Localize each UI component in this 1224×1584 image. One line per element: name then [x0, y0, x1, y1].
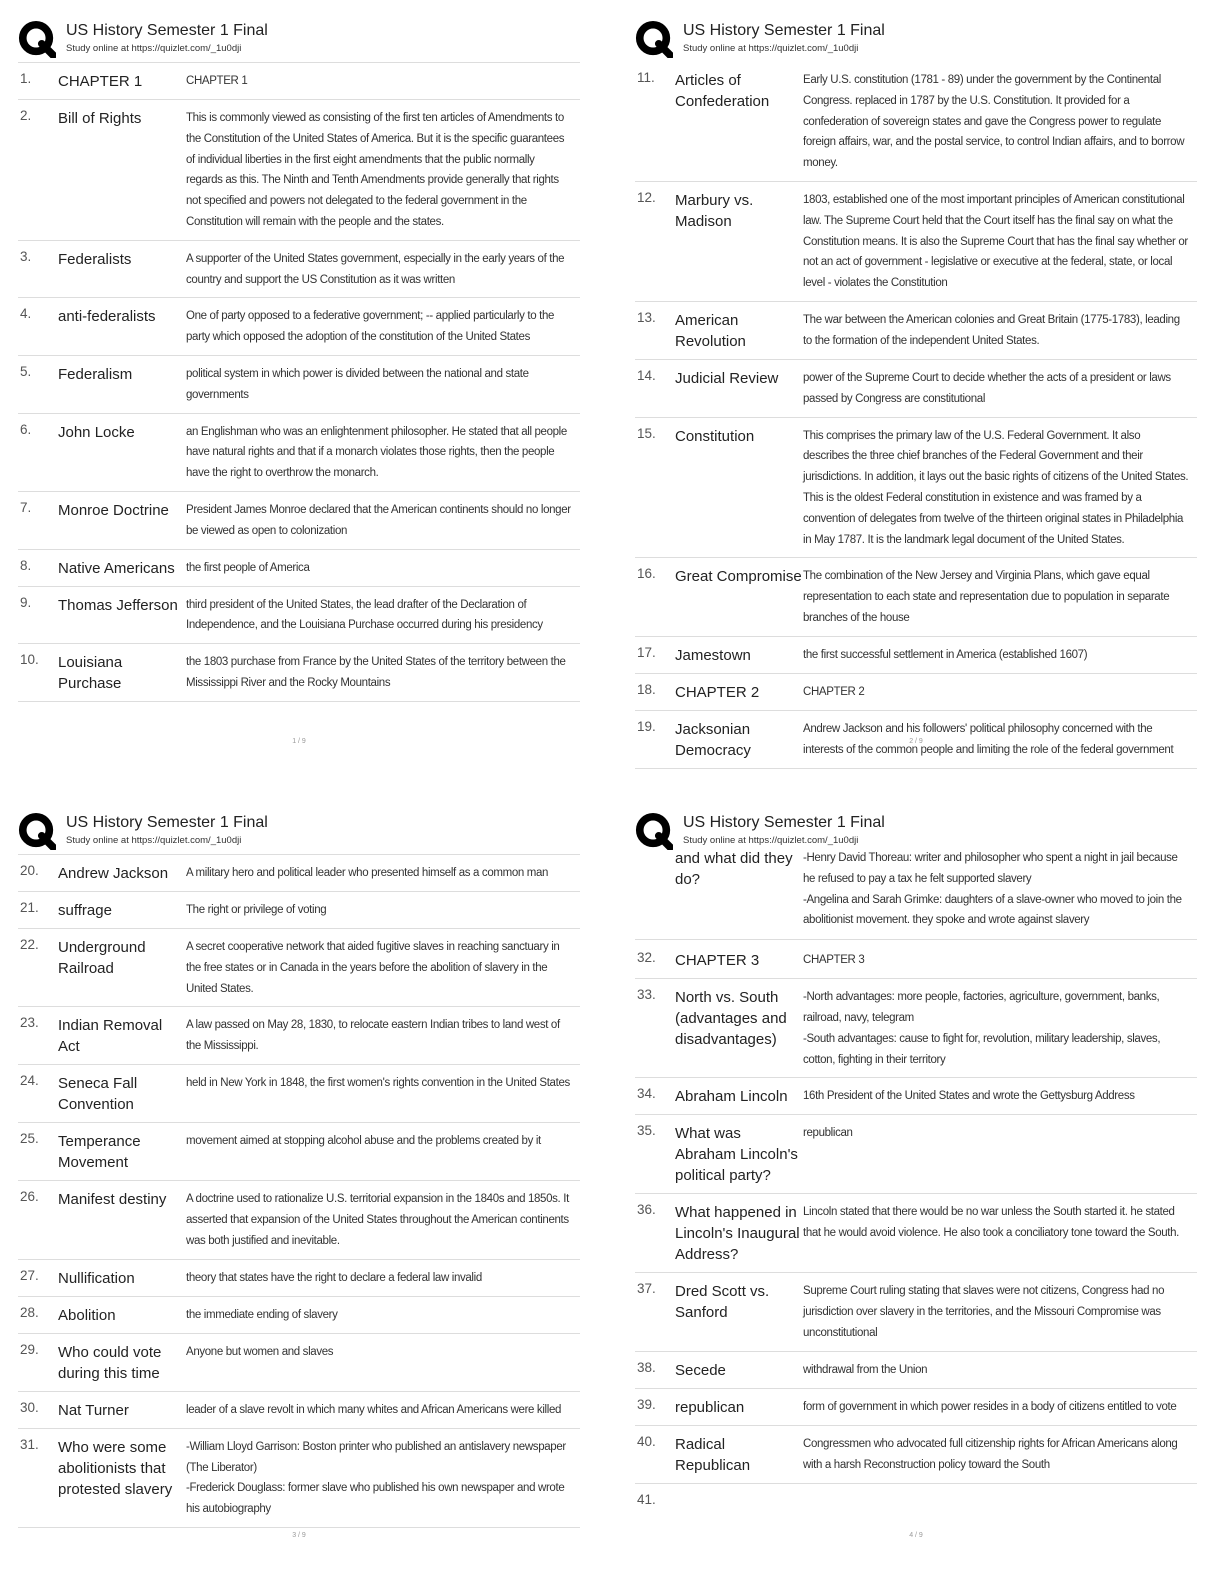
card-term: CHAPTER 2: [675, 683, 760, 701]
card-term: Dred Scott vs. Sanford: [675, 1283, 770, 1322]
flashcard-row: [18, 1065, 580, 1123]
card-definition: CHAPTER 1: [186, 75, 248, 87]
card-definition: A supporter of the United States government, especially in the early years of the country and support the US Constitution as it was written: [186, 252, 565, 286]
card-number: 1.: [20, 71, 32, 86]
card-number: 26.: [20, 1189, 39, 1205]
flashcard-row: [635, 182, 1197, 302]
card-term: What was Abraham Lincoln's political party?: [675, 1125, 798, 1185]
study-online-link[interactable]: Study online at https://quizlet.com/_1u0dji: [66, 835, 242, 846]
card-number: 37.: [637, 1281, 656, 1297]
card-term: Radical Republican: [675, 1435, 751, 1474]
card-definition: -Henry David Thoreau: writer and philosopher who spent a night in jail because he refused to pay a tax he felt supported slavery -Angelina and Sarah Grimke: daughters of a slave-owner who moved to join the abolitionist movement. they spoke and wrote against slavery: [803, 852, 1182, 927]
flashcard-row: [18, 550, 580, 587]
card-definition: Andrew Jackson and his followers' political philosophy concerned with the interests of the common people and limiting the role of the federal government: [803, 722, 1174, 756]
card-term: Who were some abolitionists that protested slavery: [58, 1438, 173, 1498]
card-definition: Lincoln stated that there would be no war unless the South started it. he stated that he would avoid violence. He also took a conciliatory tone toward the South.: [803, 1206, 1180, 1240]
card-term: Marbury vs. Madison: [675, 191, 754, 230]
card-definition: the 1803 purchase from France by the United States of the territory between the Mississippi River and the Rocky Mountains: [186, 656, 566, 689]
quizlet-logo-icon: [18, 20, 56, 58]
flashcard-row: [635, 942, 1197, 979]
page-number: 2 / 9: [909, 738, 923, 745]
quizlet-logo-icon: [635, 20, 673, 58]
flashcard-page-3: [18, 810, 580, 1539]
card-definition: [803, 1492, 1197, 1507]
card-definition: This comprises the primary law of the U.S. Federal Government. It also describes the three chief branches of the Federal Government and their jurisdictions. In addition, it lays out the basic rights of citizens of the United States. This is the oldest Federal constitution in existence and was framed by a convention of delegates from twelve of the thirteen original states in Philadelphia in May 1787. It is the landmark legal document of the United States.: [803, 429, 1189, 546]
page-header: [18, 18, 580, 60]
flashcard-row: [18, 1392, 580, 1429]
card-definition: Congressmen who advocated full citizenship rights for African Americans along with a harsh Reconstruction policy toward the South: [803, 1437, 1178, 1471]
card-term: Indian Removal Act: [58, 1017, 163, 1056]
page-title: US History Semester 1 Final: [683, 814, 885, 831]
page-number: 1 / 9: [292, 738, 306, 745]
card-term: Federalism: [58, 365, 133, 383]
card-definition: republican: [803, 1127, 853, 1140]
card-term: suffrage: [58, 902, 112, 919]
flashcard-row: [18, 241, 580, 299]
card-number: 40.: [637, 1433, 656, 1449]
flashcard-row: [635, 558, 1197, 636]
card-number: 30.: [20, 1399, 39, 1415]
flashcard-list: [18, 62, 580, 702]
card-term: and what did they do?: [675, 850, 793, 888]
card-number: 5.: [20, 363, 32, 379]
flashcard-row: [635, 302, 1197, 360]
page-header: [18, 810, 580, 852]
card-term: Secede: [675, 1361, 726, 1379]
card-number: 7.: [20, 499, 32, 515]
card-term: CHAPTER 3: [675, 952, 760, 970]
flashcard-row: [18, 1334, 580, 1392]
card-number: 34.: [637, 1086, 656, 1102]
card-term: Abolition: [58, 1306, 116, 1324]
flashcard-row: [18, 492, 580, 550]
card-definition: 16th President of the United States and wrote the Gettysburg Address: [803, 1090, 1135, 1103]
card-term: [675, 1492, 803, 1507]
card-definition: movement aimed at stopping alcohol abuse and the problems created by it: [186, 1135, 541, 1148]
card-term: Underground Railroad: [58, 939, 146, 977]
card-number: 9.: [20, 594, 32, 610]
card-definition: One of party opposed to a federative government; -- applied particularly to the party which opposed the adoption of the constitution of the United States: [186, 310, 555, 344]
card-definition: withdrawal from the Union: [803, 1363, 928, 1376]
card-definition: The war between the American colonies and Great Britain (1775-1783), leading to the formation of the independent United States.: [803, 313, 1180, 347]
page-number: 3 / 9: [292, 1532, 306, 1539]
page-header: [635, 810, 1197, 852]
flashcard-row: [18, 298, 580, 356]
card-definition: the first people of America: [186, 561, 310, 574]
card-definition: The combination of the New Jersey and Virginia Plans, which gave equal representation to each state and representation due to population in separate branches of the house: [803, 570, 1170, 624]
card-number: 29.: [20, 1341, 39, 1357]
card-term: Louisiana Purchase: [58, 654, 123, 693]
card-definition: 1803, established one of the most important principles of American constitutional law. The Supreme Court held that the Court itself has the final say on what the Constitution means. It is also the Supreme Court that has the final say whether or not an act of government - legislative or executive at the federal, state, or local level - violates the Constitution: [803, 193, 1188, 290]
card-definition: Early U.S. constitution (1781 - 89) under the government by the Continental Congress. replaced in 1787 by the U.S. Constitution. It provided for a confederation of sovereign states and gave the Congress power to regulate foreign affairs, war, and the postal service, to control Indian affairs, and to borrow money.: [803, 74, 1185, 170]
flashcard-row: [635, 360, 1197, 418]
card-term: Nullification: [58, 1269, 135, 1287]
flashcard-row: [635, 1115, 1197, 1194]
flashcard-row: [635, 637, 1197, 674]
card-term: Constitution: [675, 427, 755, 445]
card-term: North vs. South (advantages and disadvantages): [675, 989, 787, 1049]
card-number: 3.: [20, 248, 32, 264]
flashcard-list: [635, 62, 1197, 769]
card-number: 28.: [20, 1304, 39, 1320]
card-definition: -North advantages: more people, factories, agriculture, government, banks, railroad, navy, telegram -South advantages: cause to fight for, revolution, military leadership, slaves, cotton, fighting in their territory: [803, 991, 1161, 1066]
card-number: 20.: [20, 863, 39, 878]
card-number: 36.: [637, 1202, 656, 1218]
card-definition: -William Lloyd Garrison: Boston printer who published an antislavery newspaper (The Liberator) -Frederick Douglass: former slave who published his own newspaper and wrote his autobiography: [186, 1440, 566, 1516]
flashcard-row: [18, 1007, 580, 1065]
card-definition: form of government in which power resides in a body of citizens entitled to vote: [803, 1400, 1177, 1413]
card-number: 2.: [20, 108, 32, 123]
continued-card: [635, 844, 1197, 940]
card-definition: A secret cooperative network that aided fugitive slaves in reaching sanctuary in the free states or in Canada in the years before the abolition of slavery in the United States.: [186, 941, 560, 995]
card-term: Seneca Fall Convention: [58, 1075, 138, 1114]
card-term: Temperance Movement: [58, 1133, 141, 1172]
card-definition: President James Monroe declared that the American continents should no longer be viewed as open to colonization: [186, 503, 571, 537]
card-definition: the first successful settlement in America (established 1607): [803, 648, 1088, 661]
card-term: Judicial Review: [675, 369, 779, 387]
card-number: 23.: [20, 1015, 39, 1031]
flashcard-row: [18, 1181, 580, 1259]
card-number: 27.: [20, 1267, 39, 1283]
card-term: Monroe Doctrine: [58, 501, 169, 519]
card-definition: third president of the United States, the lead drafter of the Declaration of Independence, and the Louisiana Purchase occurred during his presidency: [186, 598, 543, 632]
card-number: 16.: [637, 566, 656, 582]
flashcard-row: [18, 644, 580, 702]
card-term: Native Americans: [58, 559, 175, 577]
card-definition: held in New York in 1848, the first women's rights convention in the United States: [186, 1077, 570, 1090]
card-term: republican: [675, 1398, 745, 1416]
card-number: 22.: [20, 937, 39, 952]
card-term: Jacksonian Democracy: [675, 720, 751, 759]
card-term: Articles of Confederation: [675, 72, 770, 110]
card-term: Thomas Jefferson: [58, 596, 178, 614]
card-definition: the immediate ending of slavery: [186, 1308, 338, 1321]
flashcard-row: [635, 1078, 1197, 1115]
card-definition: political system in which power is divided between the national and state governments: [186, 367, 529, 401]
page-header: [635, 18, 1197, 60]
page-number: 4 / 9: [909, 1532, 923, 1539]
card-number: 17.: [637, 644, 656, 660]
flashcard-row: [635, 418, 1197, 559]
card-definition: This is commonly viewed as consisting of the first ten articles of Amendments to the Constitution of the United States of America. But it is the specific guarantees of individual liberties in the first eight amendments that the public normally regards as this. The Ninth and Tenth Amendments provide generally that rights not specified and powers not delegated to the federal government in the Constitution will remain with the people and the states.: [186, 112, 565, 228]
flashcard-list: [18, 854, 580, 1528]
card-definition: A doctrine used to rationalize U.S. territorial expansion in the 1840s and 1850s. It asserted that expansion of the United States throughout the American continents was both justified and inevitable.: [186, 1193, 569, 1247]
flashcard-row: [18, 414, 580, 492]
flashcard-row: [18, 356, 580, 414]
card-term: Great Compromise: [675, 568, 802, 586]
quizlet-logo-icon: [18, 812, 56, 850]
flashcard-row: [18, 1123, 580, 1181]
flashcard-row: [635, 1426, 1197, 1484]
card-definition: A military hero and political leader who presented himself as a common man: [186, 867, 549, 879]
flashcard-row: [18, 100, 580, 241]
flashcard-row: [635, 1352, 1197, 1389]
card-number: 25.: [20, 1131, 39, 1147]
card-number: 33.: [637, 987, 656, 1003]
card-definition: leader of a slave revolt in which many whites and African Americans were killed: [186, 1403, 562, 1416]
card-number: 24.: [20, 1073, 39, 1089]
flashcard-row: [635, 62, 1197, 182]
card-number: 11.: [637, 70, 655, 85]
card-number: 41.: [637, 1491, 656, 1507]
card-number: 14.: [637, 367, 656, 383]
card-term: What happened in Lincoln's Inaugural Address?: [675, 1204, 800, 1264]
flashcard-page-4: [635, 810, 1197, 1539]
flashcard-row: [18, 63, 580, 100]
card-definition: power of the Supreme Court to decide whether the acts of a president or laws passed by Congress are constitutional: [803, 371, 1171, 405]
card-number: 10.: [20, 652, 39, 668]
card-number: 8.: [20, 557, 32, 573]
page-title: US History Semester 1 Final: [66, 814, 268, 831]
card-definition: Anyone but women and slaves: [186, 1345, 334, 1358]
card-number: 32.: [637, 950, 656, 966]
card-term: Abraham Lincoln: [675, 1088, 788, 1106]
card-definition: The right or privilege of voting: [186, 904, 327, 916]
flashcard-row: [635, 674, 1197, 711]
page-title: US History Semester 1 Final: [683, 22, 885, 39]
card-number: 35.: [637, 1123, 656, 1139]
card-number: 13.: [637, 309, 656, 325]
card-definition: A law passed on May 28, 1830, to relocate eastern Indian tribes to land west of the Mississippi.: [186, 1019, 560, 1053]
card-definition: CHAPTER 3: [803, 954, 865, 967]
card-number: 4.: [20, 306, 32, 322]
card-term: Nat Turner: [58, 1401, 129, 1419]
card-term: Who could vote during this time: [58, 1343, 162, 1382]
flashcard-row: [18, 855, 580, 892]
card-term: John Locke: [58, 423, 135, 441]
card-number: 18.: [637, 681, 656, 697]
flashcard-row: [18, 892, 580, 929]
card-number: 39.: [637, 1396, 656, 1412]
card-definition: an Englishman who was an enlightenment philosopher. He stated that all people have natural rights and that if a monarch violates those rights, then the people have the right to overthrow the monarch.: [186, 425, 567, 480]
card-number: 38.: [637, 1359, 656, 1375]
card-number: 6.: [20, 421, 32, 437]
flashcard-row: [635, 1484, 1197, 1514]
card-number: 15.: [637, 425, 656, 441]
card-number: 21.: [20, 900, 39, 915]
card-definition: Supreme Court ruling stating that slaves were not citizens, Congress had no jurisdiction over slavery in the territories, and the Missouri Compromise was unconstitutional: [803, 1285, 1165, 1339]
card-term: Jamestown: [675, 646, 751, 664]
card-term: anti-federalists: [58, 308, 156, 326]
quizlet-logo-icon: [635, 812, 673, 850]
flashcard-row: [18, 1429, 580, 1528]
card-term: Manifest destiny: [58, 1191, 167, 1209]
study-online-link[interactable]: Study online at https://quizlet.com/_1u0dji: [683, 43, 859, 54]
card-term: CHAPTER 1: [58, 73, 143, 90]
card-term: Bill of Rights: [58, 110, 142, 127]
flashcard-list: [635, 942, 1197, 1514]
card-definition: theory that states have the right to declare a federal law invalid: [186, 1271, 482, 1284]
flashcard-row: [18, 587, 580, 645]
card-number: 31.: [20, 1436, 39, 1452]
study-online-link[interactable]: Study online at https://quizlet.com/_1u0dji: [683, 835, 859, 846]
card-definition: CHAPTER 2: [803, 685, 865, 698]
flashcard-page-2: [635, 18, 1197, 769]
flashcard-row: [635, 979, 1197, 1078]
flashcard-row: [18, 1260, 580, 1297]
flashcard-page-1: [18, 18, 580, 745]
page-title: US History Semester 1 Final: [66, 22, 268, 39]
card-term: American Revolution: [675, 311, 746, 350]
flashcard-row: [635, 1273, 1197, 1351]
card-term: Federalists: [58, 250, 132, 268]
card-term: Andrew Jackson: [58, 865, 169, 882]
flashcard-row: [18, 929, 580, 1007]
study-online-link[interactable]: Study online at https://quizlet.com/_1u0dji: [66, 43, 242, 54]
flashcard-row: [635, 1194, 1197, 1273]
flashcard-row: [18, 1297, 580, 1334]
card-number: 12.: [637, 189, 656, 205]
flashcard-row: [635, 1389, 1197, 1426]
card-number: 19.: [637, 718, 656, 734]
